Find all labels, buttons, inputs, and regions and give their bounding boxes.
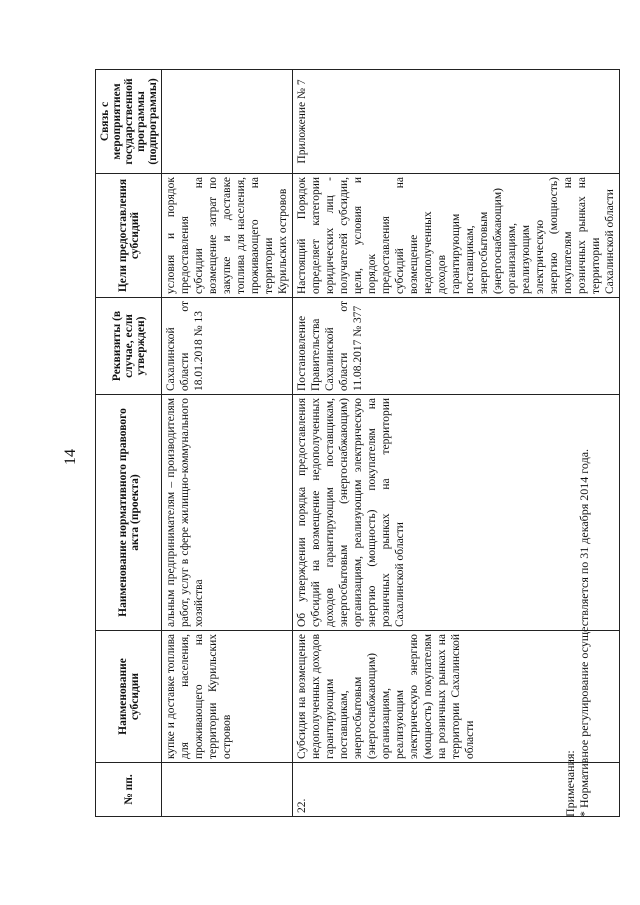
notes-title: Примечания: [563, 750, 577, 817]
notes [563, 449, 591, 817]
header-link: Связь с мероприятием государственной программы (подпрограммы) [96, 70, 162, 174]
subsidy-name: Субсидия на возмещение недополученных доходов гарантирующим поставщикам, энергосбытовым (энергоснабжающим) организациям, реализующим электрическую энергию (мощность) покупателям на розничных рынках на территории Сахалинской области [293, 631, 620, 763]
header-act: Наименование нормативного правового акта (проекта) [96, 395, 162, 631]
subsidies-table [95, 69, 620, 817]
act-name: альным предпринимателям – производителям работ, услуг в сфере жилищно-коммунального хозяйства [162, 395, 293, 631]
header-name: Наименование субсидии [96, 631, 162, 763]
requisites: Постановление Правительства Сахалинской области от 11.08.2017 № 377 [293, 298, 620, 395]
subsidy-name: купке и доставке топлива для населения, проживающего на территории Курильских островов [162, 631, 293, 763]
header-num: № пп. [96, 763, 162, 817]
table-header-row [96, 70, 162, 817]
requisites: Сахалинской области от 18.01.2018 № 13 [162, 298, 293, 395]
header-requisites: Реквизиты (в случае, если утвержден) [96, 298, 162, 395]
program-link: Приложение № 7 [293, 70, 620, 174]
table-row [162, 70, 293, 817]
header-goal: Цели предоставления субсидий [96, 174, 162, 298]
act-name: Об утверждении порядка предоставления субсидий на возмещение недополученных доходов гарантирующим поставщикам, энергосбытовым (энергоснабжающим) организациям, реализующим электрическую энергию (мощность) покупателям на розничных рынках на территории Сахалинской области [293, 395, 620, 631]
subsidy-goal: условия и порядок предоставления субсидии на возмещение затрат по закупке и доставке топлива для населения, проживающего на территории Курильских островов [162, 174, 293, 298]
program-link [162, 70, 293, 174]
row-num [162, 763, 293, 817]
notes-line: * Нормативное регулирование осуществляется по 31 декабря 2014 года. [577, 448, 591, 817]
page-number: 14 [62, 449, 79, 465]
subsidy-goal: Настоящий Порядок определяет категории юридических лиц - получателей субсидии, цели, условия и порядок предоставления субсидий на возмещение недополученных доходов гарантирующим поставщикам, энергосбытовым (энергоснабжающим) организациям, реализующим электрическую энергию (мощность) покупателям на розничных рынках на территории Сахалинской области [293, 174, 620, 298]
row-num: 22. [293, 763, 620, 817]
